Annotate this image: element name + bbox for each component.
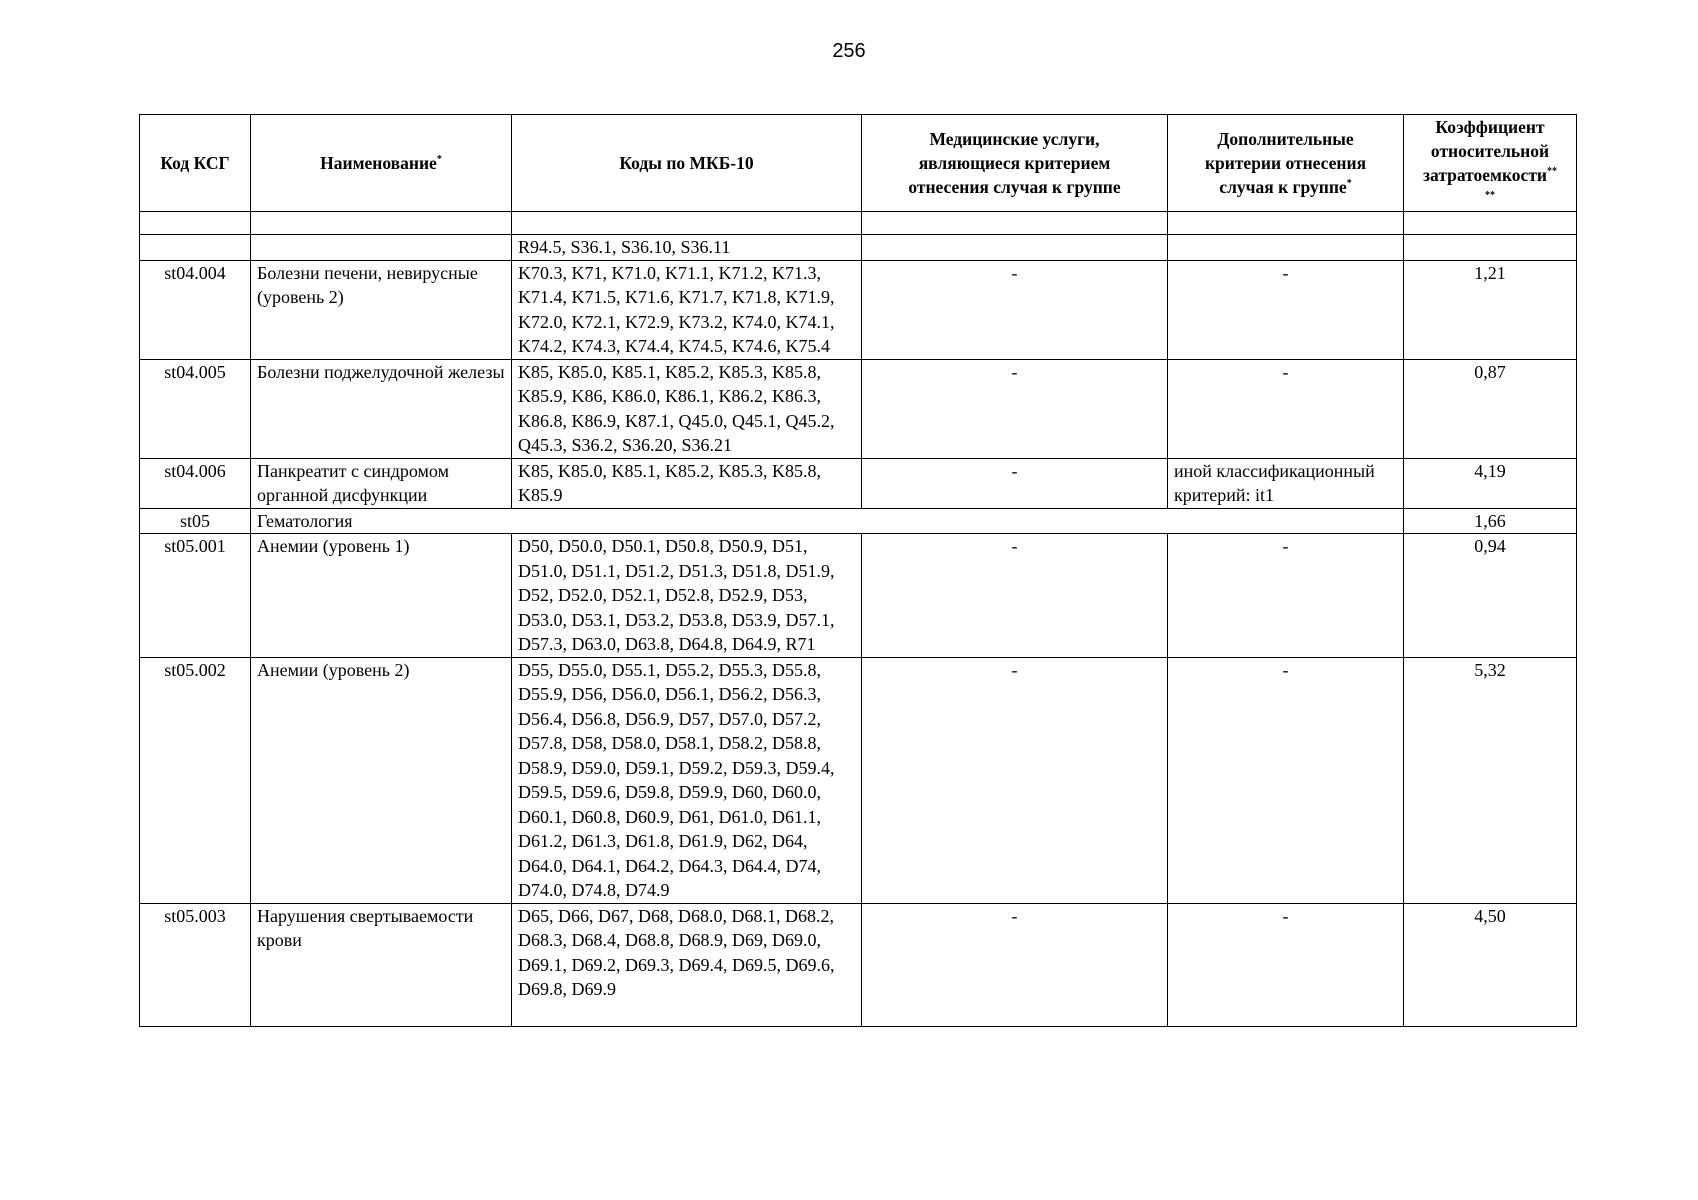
- cell-services: -: [862, 903, 1168, 1026]
- cell-code: st05: [140, 508, 251, 534]
- ksg-table: [139, 114, 1577, 1027]
- table-row-continuation: [140, 235, 1577, 261]
- cell-extra: -: [1168, 534, 1404, 658]
- table-row: [140, 260, 1577, 359]
- cell-code: st04.005: [140, 359, 251, 458]
- cell-extra: -: [1168, 903, 1404, 1026]
- cell-name: Болезни печени, невирусные (уровень 2): [251, 260, 512, 359]
- cell-coef: 0,87: [1404, 359, 1577, 458]
- cell-name: Панкреатит с синдромом органной дисфункции: [251, 458, 512, 508]
- table-row-blank: [140, 212, 1577, 235]
- cell-mkb: D50, D50.0, D50.1, D50.8, D50.9, D51, D51.0, D51.1, D51.2, D51.3, D51.8, D51.9, D52, D52.0, D52.1, D52.8, D52.9, D53, D53.0, D53.1, D53.2, D53.8, D53.9, D57.1, D57.3, D63.0, D63.8, D64.8, D64.9, R71: [512, 534, 862, 658]
- cell-name: Анемии (уровень 1): [251, 534, 512, 658]
- table-row: [140, 359, 1577, 458]
- cell-mkb: K85, K85.0, K85.1, K85.2, K85.3, K85.8, K85.9, K86, K86.0, K86.1, K86.2, K86.3, K86.8, K86.9, K87.1, Q45.0, Q45.1, Q45.2, Q45.3, S36.2, S36.20, S36.21: [512, 359, 862, 458]
- cell-services: -: [862, 260, 1168, 359]
- header-mkb: Коды по МКБ-10: [512, 115, 862, 212]
- cell-mkb: K85, K85.0, K85.1, K85.2, K85.3, K85.8, K85.9: [512, 458, 862, 508]
- cell-code: st05.001: [140, 534, 251, 658]
- cell-extra: иной классификационный критерий: it1: [1168, 458, 1404, 508]
- cell-coef: 1,21: [1404, 260, 1577, 359]
- cell-extra: -: [1168, 359, 1404, 458]
- cell-coef: 0,94: [1404, 534, 1577, 658]
- header-name: Наименование*: [251, 115, 512, 212]
- cell-section-name: Гематология: [251, 508, 1404, 534]
- cell-mkb: R94.5, S36.1, S36.10, S36.11: [512, 235, 862, 261]
- cell-services: -: [862, 458, 1168, 508]
- page-number: 256: [832, 40, 866, 62]
- table-row: [140, 534, 1577, 658]
- table-row: [140, 458, 1577, 508]
- cell-coef: 5,32: [1404, 657, 1577, 903]
- table-row: [140, 903, 1577, 1026]
- footnote-mark: **: [1485, 190, 1495, 202]
- cell-mkb: D55, D55.0, D55.1, D55.2, D55.3, D55.8, D55.9, D56, D56.0, D56.1, D56.2, D56.3, D56.4, D56.8, D56.9, D57, D57.0, D57.2, D57.8, D58, D58.0, D58.1, D58.2, D58.8, D58.9, D59.0, D59.1, D59.2, D59.3, D59.4, D59.5, D59.6, D59.8, D59.9, D60, D60.0, D60.1, D60.8, D60.9, D61, D61.0, D61.1, D61.2, D61.3, D61.8, D61.9, D62, D64, D64.0, D64.1, D64.2, D64.3, D64.4, D74, D74.0, D74.8, D74.9: [512, 657, 862, 903]
- table-row-section: [140, 508, 1577, 534]
- header-services: Медицинские услуги, являющиеся критерием отнесения случая к группе: [862, 115, 1168, 212]
- cell-coef: 4,50: [1404, 903, 1577, 1026]
- cell-code: st05.002: [140, 657, 251, 903]
- footnote-mark: *: [436, 154, 442, 166]
- table-row: [140, 657, 1577, 903]
- footnote-mark: **: [1547, 166, 1558, 178]
- table-header-row: [140, 115, 1577, 212]
- cell-code: st04.006: [140, 458, 251, 508]
- cell-services: -: [862, 359, 1168, 458]
- header-code: Код КСГ: [140, 115, 251, 212]
- cell-name: Анемии (уровень 2): [251, 657, 512, 903]
- cell-coef: 1,66: [1404, 508, 1577, 534]
- cell-name: Нарушения свертываемости крови: [251, 903, 512, 1026]
- cell-coef: 4,19: [1404, 458, 1577, 508]
- cell-name: Болезни поджелудочной железы: [251, 359, 512, 458]
- cell-mkb: K70.3, K71, K71.0, K71.1, K71.2, K71.3, K71.4, K71.5, K71.6, K71.7, K71.8, K71.9, K72.0, K72.1, K72.9, K73.2, K74.0, K74.1, K74.2, K74.3, K74.4, K74.5, K74.6, K75.4: [512, 260, 862, 359]
- header-coef: Коэффициент относительной затратоемкости** **: [1404, 115, 1577, 212]
- cell-services: -: [862, 657, 1168, 903]
- cell-code: st05.003: [140, 903, 251, 1026]
- footnote-mark: *: [1346, 178, 1352, 190]
- cell-mkb: D65, D66, D67, D68, D68.0, D68.1, D68.2, D68.3, D68.4, D68.8, D68.9, D69, D69.0, D69.1, D69.2, D69.3, D69.4, D69.5, D69.6, D69.8, D69.9: [512, 903, 862, 1026]
- cell-services: -: [862, 534, 1168, 658]
- header-extra: Дополнительные критерии отнесения случая к группе*: [1168, 115, 1404, 212]
- cell-extra: -: [1168, 657, 1404, 903]
- cell-code: st04.004: [140, 260, 251, 359]
- cell-extra: -: [1168, 260, 1404, 359]
